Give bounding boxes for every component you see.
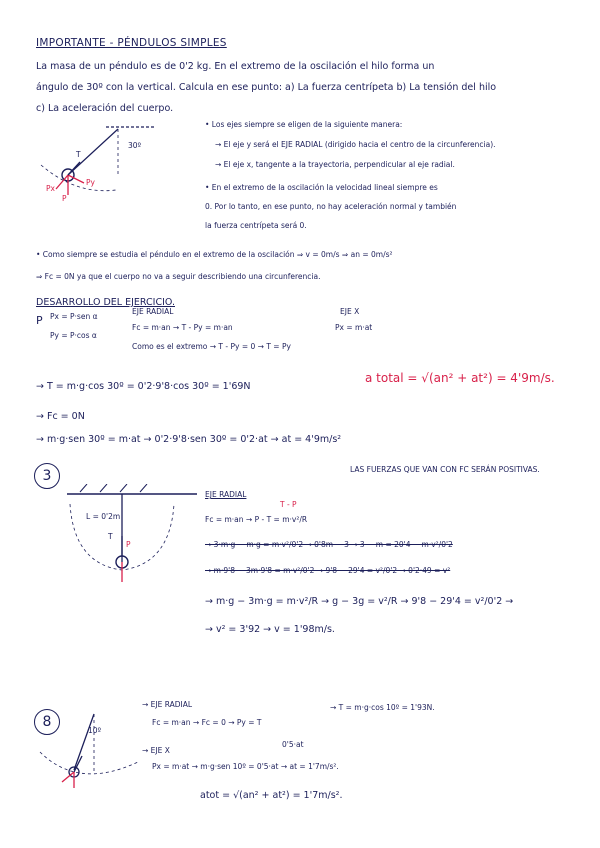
exercise-3-crossed-line-2: → m·9'8 − 3m·9'8 = m·v²/0'2 → 9'8 − 29'4 = v²/0'2 → 0'2·49 = v²	[205, 566, 451, 575]
exercise-3-t-minus-p: T - P	[280, 500, 297, 509]
exercise-8-centripetal: Fc = m·an → Fc = 0 → Py = T	[152, 718, 262, 727]
total-acceleration: a total = √(an² + at²) = 4'9m/s.	[365, 371, 555, 385]
fig3-weight-label: P	[126, 540, 131, 549]
tangential-acceleration: → m·g·sen 30º = m·at → 0'2·9'8·sen 30º = 0'2·at → at = 4'9m/s²	[36, 434, 342, 445]
extreme-condition: Como es el extremo → T - Py = 0 → T = Py	[132, 342, 291, 351]
fig1-tension-label: T	[76, 150, 81, 159]
eje-x-label: EJE X	[340, 307, 360, 316]
eje-radial-equation: Fc = m·an → T - Py = m·an	[132, 323, 233, 332]
note-axes: • Los ejes siempre se eligen de la siguiente manera:	[205, 120, 403, 129]
py-decomposition: Py = P·cos α	[50, 331, 97, 340]
note-extreme-1: • En el extremo de la oscilación la velocidad lineal siempre es	[205, 183, 438, 192]
exercise-8-tangential: Px = m·at → m·g·sen 10º = 0'5·at → at = 1'7m/s².	[152, 762, 339, 771]
problem-line-3: c) La aceleración del cuerpo.	[36, 103, 174, 114]
note-always-1: • Como siempre se estudia el péndulo en el extremo de la oscilación ⇒ v = 0m/s ⇒ an = 0m/s²	[36, 250, 393, 259]
pendulum-figure-3	[62, 484, 202, 594]
exercise-8-tension: → T = m·g·cos 10º = 1'93N.	[330, 703, 435, 712]
exercise-8-radial-axis: → EJE RADIAL	[142, 700, 193, 709]
p-brace: P	[36, 314, 43, 327]
exercise-3-crossed-line-1: → 3·m·g − m·g = m·v²/0'2 → 0'8m − 3 → 3 − m = 20'4 − m·v²/0'2	[205, 540, 453, 549]
note-extreme-2: 0. Por lo tanto, en ese punto, no hay aceleración normal y también	[205, 202, 457, 211]
note-always-2: ⇒ Fc = 0N ya que el cuerpo no va a seguir describiendo una circunferencia.	[36, 272, 321, 281]
fig3-tension-label: T	[108, 532, 113, 541]
exercise-8-x-axis: → EJE X	[142, 746, 170, 755]
centripetal-force-result: → Fc = 0N	[36, 411, 85, 422]
exercise-8-number: 8	[34, 709, 60, 735]
note-radial-axis: → El eje y será el EJE RADIAL (dirigido hacia el centro de la circunferencia).	[215, 140, 496, 149]
fig1-px-label: Px	[46, 184, 55, 193]
fig1-angle-label: 30º	[128, 141, 142, 150]
exercise-8-total-acceleration: atot = √(an² + at²) = 1'7m/s².	[200, 790, 343, 801]
eje-x-equation: Px = m·at	[335, 323, 373, 332]
exercise-3-sign-note: LAS FUERZAS QUE VAN CON FC SERÁN POSITIVAS.	[350, 465, 540, 474]
exercise-3-centripetal: Fc = m·an → P - T = m·v²/R	[205, 515, 308, 524]
fig1-weight-label: P	[62, 194, 67, 203]
problem-line-1: La masa de un péndulo es de 0'2 kg. En el extremo de la oscilación el hilo forma un	[36, 61, 435, 72]
exercise-8-half-at: 0'5·at	[282, 740, 304, 749]
exercise-3-number: 3	[34, 463, 60, 489]
pendulum-figure-8	[38, 712, 148, 792]
desarrollo-heading: DESARROLLO DEL EJERCICIO.	[36, 297, 175, 308]
fig1-py-label: Py	[86, 178, 95, 187]
fig3-length-label: L = 0'2m	[86, 512, 121, 521]
eje-radial-label: EJE RADIAL	[132, 307, 174, 316]
tension-equation: → T = m·g·cos 30º = 0'2·9'8·cos 30º = 1'69N	[36, 381, 251, 392]
exercise-3-solution: → m·g − 3m·g = m·v²/R → g − 3g = v²/R → 9'8 − 29'4 = v²/0'2 →	[205, 596, 514, 607]
px-decomposition: Px = P·sen α	[50, 312, 98, 321]
pendulum-figure-1	[36, 115, 166, 205]
fig8-angle-label: 10º	[88, 726, 102, 735]
problem-line-2: ángulo de 30º con la vertical. Calcula en ese punto: a) La fuerza centrípeta b) La tensión del hilo	[36, 82, 497, 93]
exercise-3-axis: EJE RADIAL	[205, 490, 247, 499]
note-x-axis: → El eje x, tangente a la trayectoria, perpendicular al eje radial.	[215, 160, 455, 169]
note-extreme-3: la fuerza centrípeta será 0.	[205, 221, 307, 230]
page-title: IMPORTANTE - PÉNDULOS SIMPLES	[36, 37, 227, 49]
exercise-3-velocity: → v² = 3'92 → v = 1'98m/s.	[205, 624, 335, 635]
